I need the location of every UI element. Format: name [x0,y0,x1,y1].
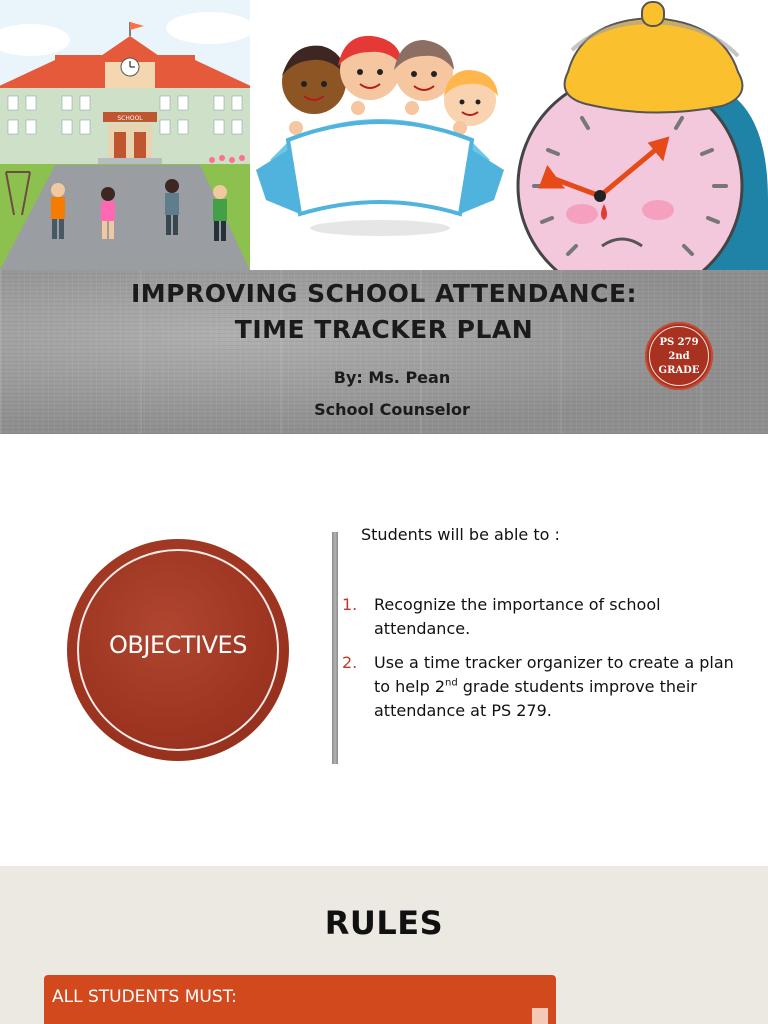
objective-text [374,651,744,723]
objectives-circle [67,539,289,761]
author-byline: By: Ms. Pean [333,368,451,387]
objective-number: 1. [342,595,358,614]
author-role: School Counselor [314,400,470,419]
rules-heading: RULES [324,904,444,942]
badge-school: PS 279 [659,337,699,348]
badge-grade-number: 2nd [668,351,690,362]
title-banner [0,270,768,434]
school-sign-text: SCHOOL [117,115,143,122]
objective-text-part: grade students improve their attendance at PS 279. [374,677,697,720]
ordinal-suffix: nd [445,677,458,689]
presentation-title-line2: TIME TRACKER PLAN [234,315,534,344]
grade-badge [645,322,713,390]
rules-header-bar [44,975,556,1024]
alarm-clock-illustration [512,0,768,270]
objectives-heading: OBJECTIVES [109,631,247,659]
vertical-divider [332,532,338,764]
objective-text-part: Use a time tracker organizer to create a plan to help 2 [374,653,734,696]
illustration-strip [0,0,768,270]
objective-text: Recognize the importance of school attendance. [374,595,661,638]
rules-bar-label: ALL STUDENTS MUST: [52,987,237,1007]
rules-bar-marker [532,1008,548,1024]
school-illustration [0,0,250,270]
kids-banner-illustration [252,0,508,270]
objectives-intro: Students will be able to : [361,525,560,544]
presentation-title-line1: IMPROVING SCHOOL ATTENDANCE: [130,279,638,308]
objective-number: 2. [342,653,358,672]
badge-grade-label: GRADE [658,365,700,376]
